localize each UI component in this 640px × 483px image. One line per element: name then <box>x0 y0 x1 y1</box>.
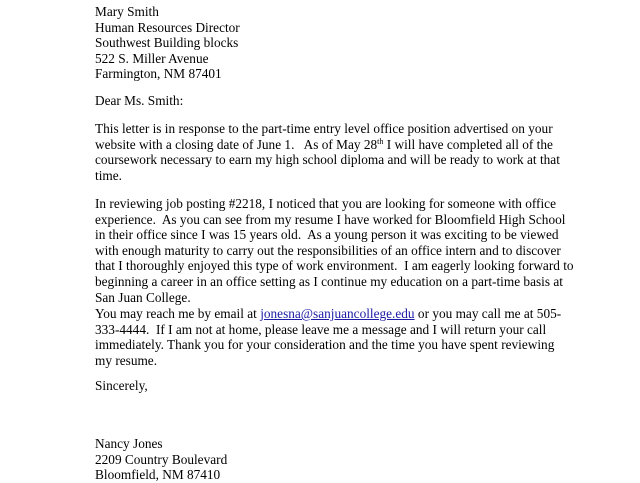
paragraph-1-line-4: time. <box>95 167 122 183</box>
sender-address-block <box>95 436 227 483</box>
paragraph-3-line-3: immediately. Thank you for your consideration and the time you have spent reviewing <box>95 337 555 353</box>
sender-street: 2209 Country Boulevard <box>95 451 228 467</box>
paragraph-1-line-1: This letter is in response to the part-time entry level office position advertised on your <box>95 121 553 136</box>
paragraph-1-line-3: coursework necessary to earn my high school diploma and will be ready to work at that <box>95 152 560 168</box>
paragraph-2 <box>95 196 574 305</box>
paragraph-2-line: San Juan College. <box>95 289 191 305</box>
ordinal-suffix: th <box>377 136 384 146</box>
paragraph-2-line: that I thoroughly enjoyed this type of work environment. I am eagerly looking forward to <box>95 258 574 274</box>
sender-city-state-zip: Bloomfield, NM 87410 <box>95 467 221 483</box>
paragraph-2-line: experience. As you can see from my resume I have worked for Bloomfield High School <box>95 211 566 227</box>
recipient-title: Human Resources Director <box>95 19 240 35</box>
paragraph-2-line: In reviewing job posting #2218, I noticed that you are looking for someone with office <box>95 196 556 211</box>
paragraph-3-line-1-end: or you may call me at 505- <box>414 306 562 321</box>
recipient-street: 522 S. Miller Avenue <box>95 50 209 66</box>
paragraph-3-line-4: my resume. <box>95 352 158 368</box>
recipient-name: Mary Smith <box>95 4 159 19</box>
recipient-city-state-zip: Farmington, NM 87401 <box>95 66 222 82</box>
paragraph-3-line-1-start: You may reach me by email at <box>95 306 261 321</box>
recipient-address-block <box>95 4 240 82</box>
paragraph-2-line: in their office since I was 15 years old. As a young person it was exciting to be viewed <box>95 227 559 243</box>
paragraph-1-line-2-start: website with a closing date of June 1. As of May 28 <box>95 136 378 152</box>
paragraph-3 <box>95 306 561 368</box>
email-link[interactable]: jonesna@sanjuancollege.edu <box>260 306 415 321</box>
closing-text: Sincerely, <box>95 378 148 393</box>
paragraph-3-line-2: 333-4444. If I am not at home, please leave me a message and I will return your call <box>95 321 547 337</box>
sender-name: Nancy Jones <box>95 436 163 451</box>
paragraph-1 <box>95 121 560 183</box>
paragraph-2-line: with enough maturity to carry out the responsibilities of an office intern and to discover <box>95 242 561 258</box>
salutation <box>95 93 183 109</box>
paragraph-1-line-2 <box>95 137 560 153</box>
paragraph-1-line-2-end: I will have completed all of the <box>383 136 553 152</box>
closing <box>95 378 148 394</box>
recipient-company: Southwest Building blocks <box>95 35 239 51</box>
paragraph-2-line: beginning a career in an office setting as I continue my education on a part-time basis at <box>95 273 563 289</box>
salutation-text: Dear Ms. Smith: <box>95 93 184 108</box>
paragraph-3-line-1 <box>95 306 561 322</box>
